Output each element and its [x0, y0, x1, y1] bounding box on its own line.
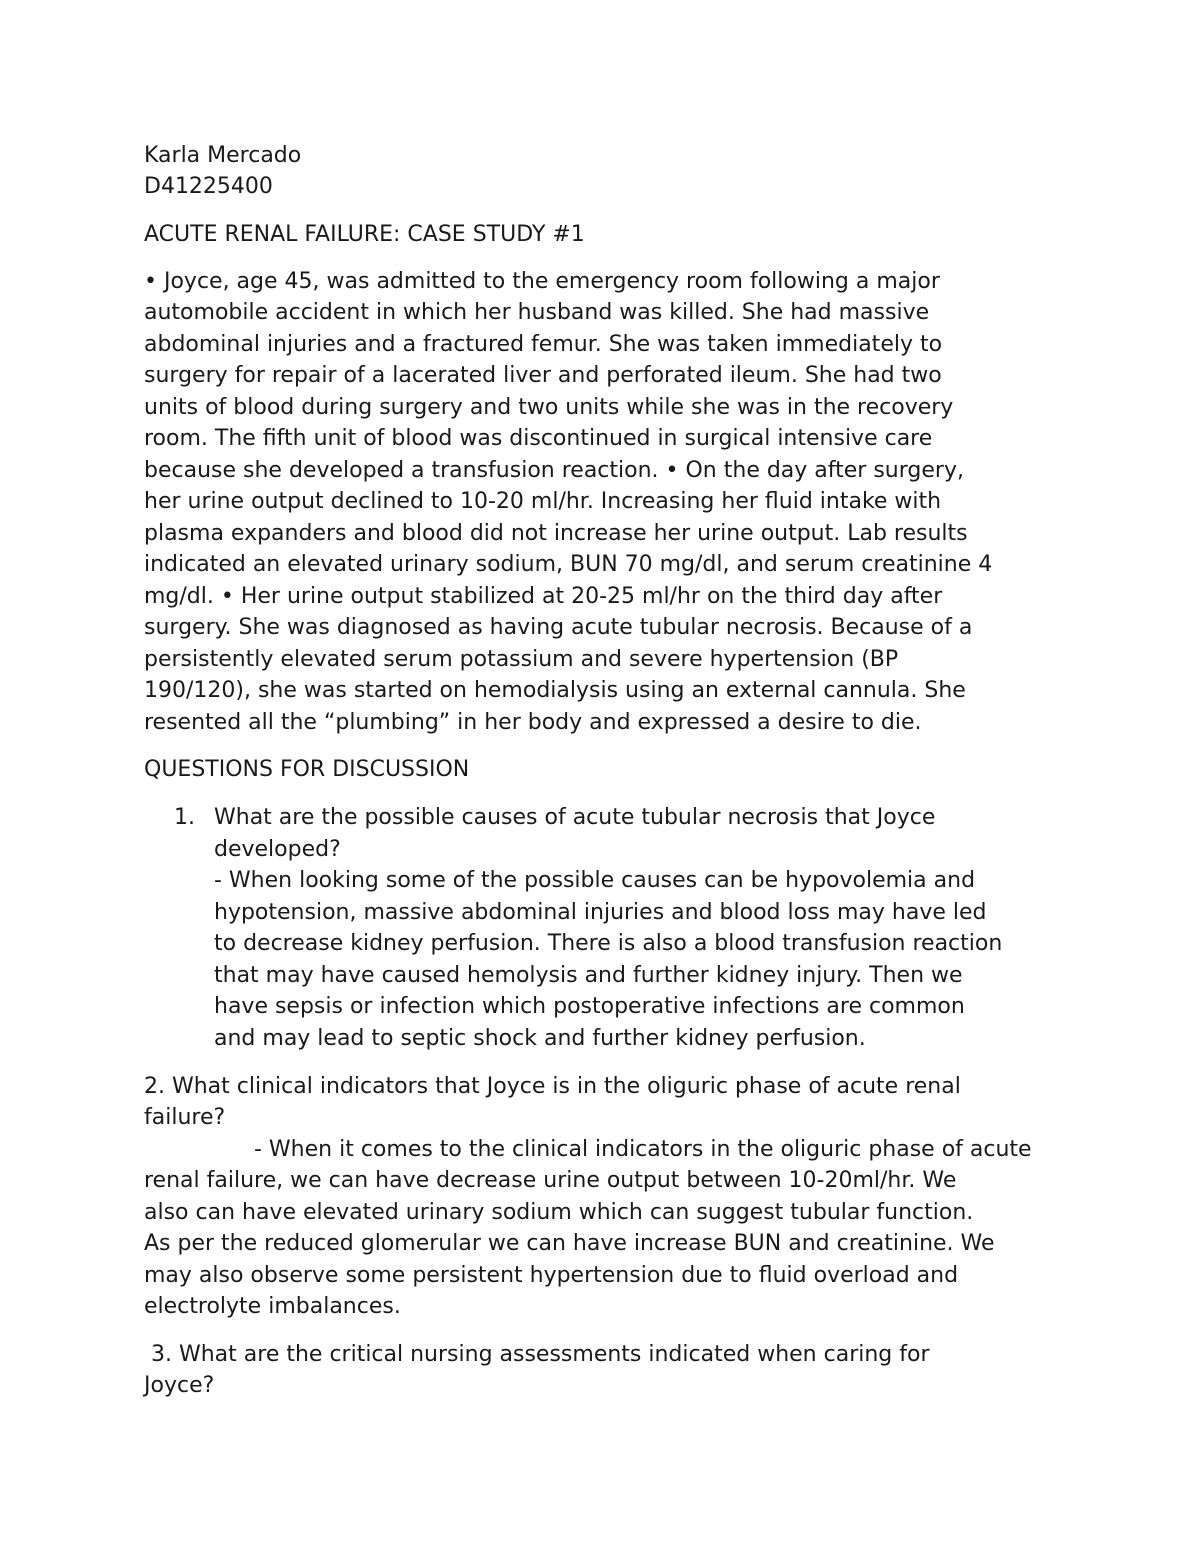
- question-text: Joyce?: [144, 1373, 215, 1398]
- question-text: 3. What are the critical nursing assessments indicated when caring for: [144, 1342, 930, 1367]
- case-line: surgery. She was diagnosed as having acute tubular necrosis. Because of a: [144, 615, 973, 640]
- case-line: mg/dl. • Her urine output stabilized at 20-25 ml/hr on the third day after: [144, 584, 943, 609]
- answer-line: and may lead to septic shock and further kidney perfusion.: [214, 1026, 866, 1051]
- question-text: failure?: [144, 1105, 226, 1130]
- case-line: room. The fifth unit of blood was discontinued in surgical intensive care: [144, 426, 933, 451]
- answer-line: renal failure, we can have decrease urine output between 10-20ml/hr. We: [144, 1168, 957, 1193]
- question-text: 2. What clinical indicators that Joyce is in the oliguric phase of acute renal: [144, 1074, 961, 1099]
- answer-line: that may have caused hemolysis and further kidney injury. Then we: [214, 963, 963, 988]
- question-text: What are the possible causes of acute tubular necrosis that Joyce: [214, 805, 936, 830]
- case-line: her urine output declined to 10-20 ml/hr. Increasing her fluid intake with: [144, 489, 942, 514]
- case-line: plasma expanders and blood did not increase her urine output. Lab results: [144, 521, 968, 546]
- answer-line: to decrease kidney perfusion. There is also a blood transfusion reaction: [214, 931, 1003, 956]
- answer-line: As per the reduced glomerular we can have increase BUN and creatinine. We: [144, 1231, 995, 1256]
- answer-line: also can have elevated urinary sodium which can suggest tubular function.: [144, 1200, 974, 1225]
- answer-line: may also observe some persistent hypertension due to fluid overload and: [144, 1263, 959, 1288]
- question-number: 1.: [174, 805, 195, 830]
- case-line: abdominal injuries and a fractured femur. She was taken immediately to: [144, 332, 943, 357]
- case-line: automobile accident in which her husband was killed. She had massive: [144, 300, 930, 325]
- student-id: D41225400: [144, 174, 273, 199]
- question-text: developed?: [214, 837, 341, 862]
- case-line: units of blood during surgery and two units while she was in the recovery: [144, 395, 954, 420]
- case-line: resented all the “plumbing” in her body and expressed a desire to die.: [144, 710, 922, 735]
- questions-heading: QUESTIONS FOR DISCUSSION: [144, 757, 470, 782]
- answer-line: electrolyte imbalances.: [144, 1294, 401, 1319]
- case-line: • Joyce, age 45, was admitted to the emergency room following a major: [144, 269, 940, 294]
- case-line: 190/120), she was started on hemodialysis using an external cannula. She: [144, 678, 966, 703]
- case-line: persistently elevated serum potassium and severe hypertension (BP: [144, 647, 899, 672]
- case-line: because she developed a transfusion reaction. • On the day after surgery,: [144, 458, 964, 483]
- case-line: surgery for repair of a lacerated liver and perforated ileum. She had two: [144, 363, 942, 388]
- answer-line: have sepsis or infection which postoperative infections are common: [214, 994, 965, 1019]
- document-title: ACUTE RENAL FAILURE: CASE STUDY #1: [144, 222, 585, 247]
- answer-line: - When looking some of the possible causes can be hypovolemia and: [214, 868, 976, 893]
- author-name: Karla Mercado: [144, 143, 302, 168]
- answer-line: hypotension, massive abdominal injuries and blood loss may have led: [214, 900, 987, 925]
- case-line: indicated an elevated urinary sodium, BUN 70 mg/dl, and serum creatinine 4: [144, 552, 993, 577]
- answer-line: - When it comes to the clinical indicators in the oliguric phase of acute: [254, 1137, 1032, 1162]
